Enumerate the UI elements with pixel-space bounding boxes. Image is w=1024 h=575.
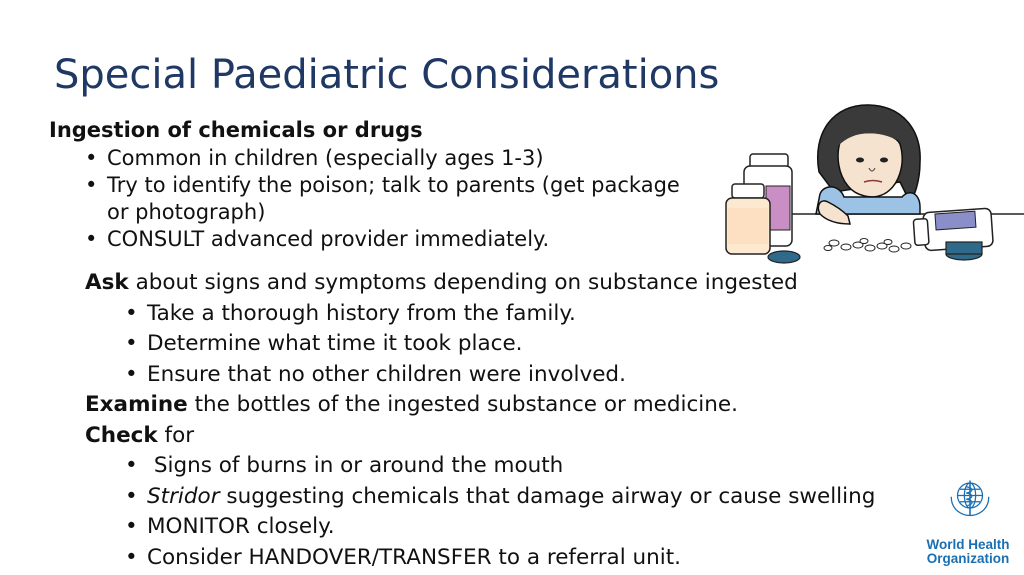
- list-item: • Determine what time it took place.: [85, 329, 875, 360]
- bullet-icon: •: [125, 453, 138, 478]
- bullet-icon: •: [85, 227, 98, 251]
- bullet-icon: •: [125, 300, 138, 326]
- who-emblem-icon: [918, 478, 1022, 538]
- ask-line: Ask about signs and symptoms depending on substance ingested: [85, 270, 798, 295]
- list-item: • Ensure that no other children were involved.: [85, 360, 875, 391]
- section-heading: Ingestion of chemicals or drugs: [49, 118, 423, 142]
- bullet-icon: •: [85, 146, 98, 170]
- bullet-icon: •: [125, 361, 138, 387]
- list-item: • Common in children (especially ages 1-3): [85, 146, 544, 170]
- list-item-continuation: or photograph): [107, 200, 266, 224]
- list-item: • Consider HANDOVER/TRANSFER to a referral unit.: [85, 543, 875, 574]
- bullet-icon: •: [125, 331, 138, 356]
- child-pills-illustration: [724, 102, 1024, 267]
- assessment-block: [85, 268, 875, 573]
- check-line: Check for: [85, 422, 195, 448]
- list-item: • MONITOR closely.: [85, 512, 875, 543]
- bullet-icon: •: [125, 483, 138, 509]
- list-item: • Signs of burns in or around the mouth: [85, 451, 875, 482]
- slide-title: Special Paediatric Considerations: [54, 52, 720, 98]
- list-item: • CONSULT advanced provider immediately.: [85, 227, 550, 251]
- list-item: • Take a thorough history from the family.: [85, 299, 875, 330]
- bullet-icon: •: [125, 514, 138, 539]
- bullet-icon: •: [85, 173, 98, 197]
- list-item: • Try to identify the poison; talk to parents (get package: [85, 173, 680, 197]
- list-item: • Stridor suggesting chemicals that damage airway or cause swelling: [85, 482, 875, 513]
- who-logo-text: World Health Organization: [926, 537, 1010, 566]
- examine-line: Examine the bottles of the ingested substance or medicine.: [85, 392, 738, 417]
- ingestion-list: [85, 145, 680, 253]
- bullet-icon: •: [125, 544, 138, 570]
